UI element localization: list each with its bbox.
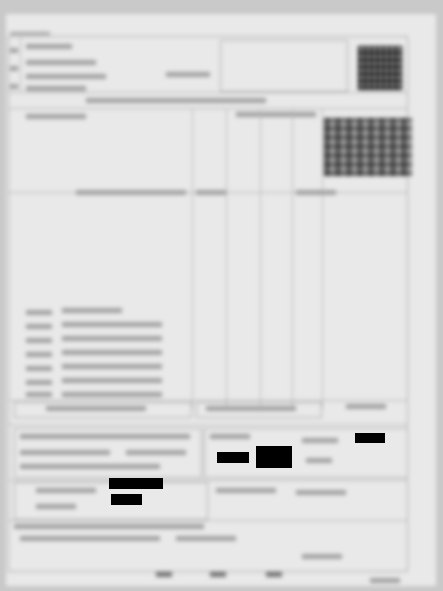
column-line bbox=[292, 108, 293, 408]
table-header bbox=[26, 114, 86, 119]
total-text bbox=[206, 406, 296, 411]
footer-signature bbox=[266, 572, 282, 577]
stamp-block bbox=[324, 118, 412, 176]
seller-box bbox=[220, 40, 348, 92]
table-text bbox=[296, 190, 336, 195]
section-text bbox=[36, 488, 96, 493]
footer-text bbox=[370, 578, 400, 583]
total-text bbox=[346, 404, 386, 409]
footer-text bbox=[14, 524, 204, 529]
table-header bbox=[86, 98, 266, 103]
column-line bbox=[260, 108, 261, 408]
table-header bbox=[236, 112, 316, 117]
section-text bbox=[20, 450, 110, 455]
row-label bbox=[26, 366, 52, 371]
divider bbox=[8, 400, 408, 401]
divider bbox=[8, 108, 408, 109]
table-text bbox=[196, 190, 226, 195]
section-text bbox=[306, 458, 332, 463]
header-field bbox=[166, 72, 210, 77]
qr-code bbox=[358, 46, 402, 90]
row-label bbox=[26, 392, 52, 397]
section-text bbox=[36, 504, 76, 509]
footer-text bbox=[176, 536, 236, 541]
redaction-bar bbox=[111, 494, 142, 505]
row-label bbox=[26, 324, 52, 329]
row-label bbox=[26, 352, 52, 357]
row-label bbox=[26, 338, 52, 343]
row-label bbox=[26, 310, 52, 315]
column-line bbox=[226, 108, 227, 408]
row-text bbox=[62, 322, 162, 327]
section-text bbox=[20, 464, 160, 469]
column-line bbox=[322, 108, 323, 408]
table-text bbox=[76, 190, 186, 195]
header-field bbox=[26, 86, 86, 91]
footer-signature bbox=[210, 572, 226, 577]
total-text bbox=[46, 406, 146, 411]
section-text bbox=[296, 490, 346, 495]
row-text bbox=[62, 364, 162, 369]
redaction-bar bbox=[355, 433, 385, 443]
section-text bbox=[20, 434, 190, 439]
section-text bbox=[210, 434, 250, 439]
header-text bbox=[10, 32, 50, 35]
form-page bbox=[6, 14, 436, 586]
section-text bbox=[126, 450, 186, 455]
header-label bbox=[10, 84, 18, 89]
column-line bbox=[192, 108, 193, 408]
row-text bbox=[62, 392, 162, 397]
divider bbox=[8, 424, 408, 425]
header-field bbox=[26, 60, 96, 65]
header-column-line bbox=[20, 36, 21, 92]
redaction-bar bbox=[109, 478, 163, 489]
footer-signature bbox=[156, 572, 172, 577]
row-text bbox=[62, 350, 162, 355]
row-text bbox=[62, 336, 162, 341]
redaction-bar bbox=[217, 452, 249, 463]
header-field bbox=[26, 74, 106, 79]
divider bbox=[8, 92, 408, 93]
row-label bbox=[26, 380, 52, 385]
header-label bbox=[10, 48, 18, 53]
section-text bbox=[216, 488, 276, 493]
row-text bbox=[62, 308, 122, 313]
divider bbox=[8, 480, 408, 481]
header-field bbox=[26, 44, 72, 49]
divider bbox=[8, 520, 408, 521]
footer-text bbox=[20, 536, 160, 541]
row-text bbox=[62, 378, 162, 383]
header-label bbox=[10, 66, 18, 71]
redaction-bar bbox=[256, 446, 292, 468]
footer-text bbox=[302, 554, 342, 559]
section-text bbox=[302, 438, 338, 443]
